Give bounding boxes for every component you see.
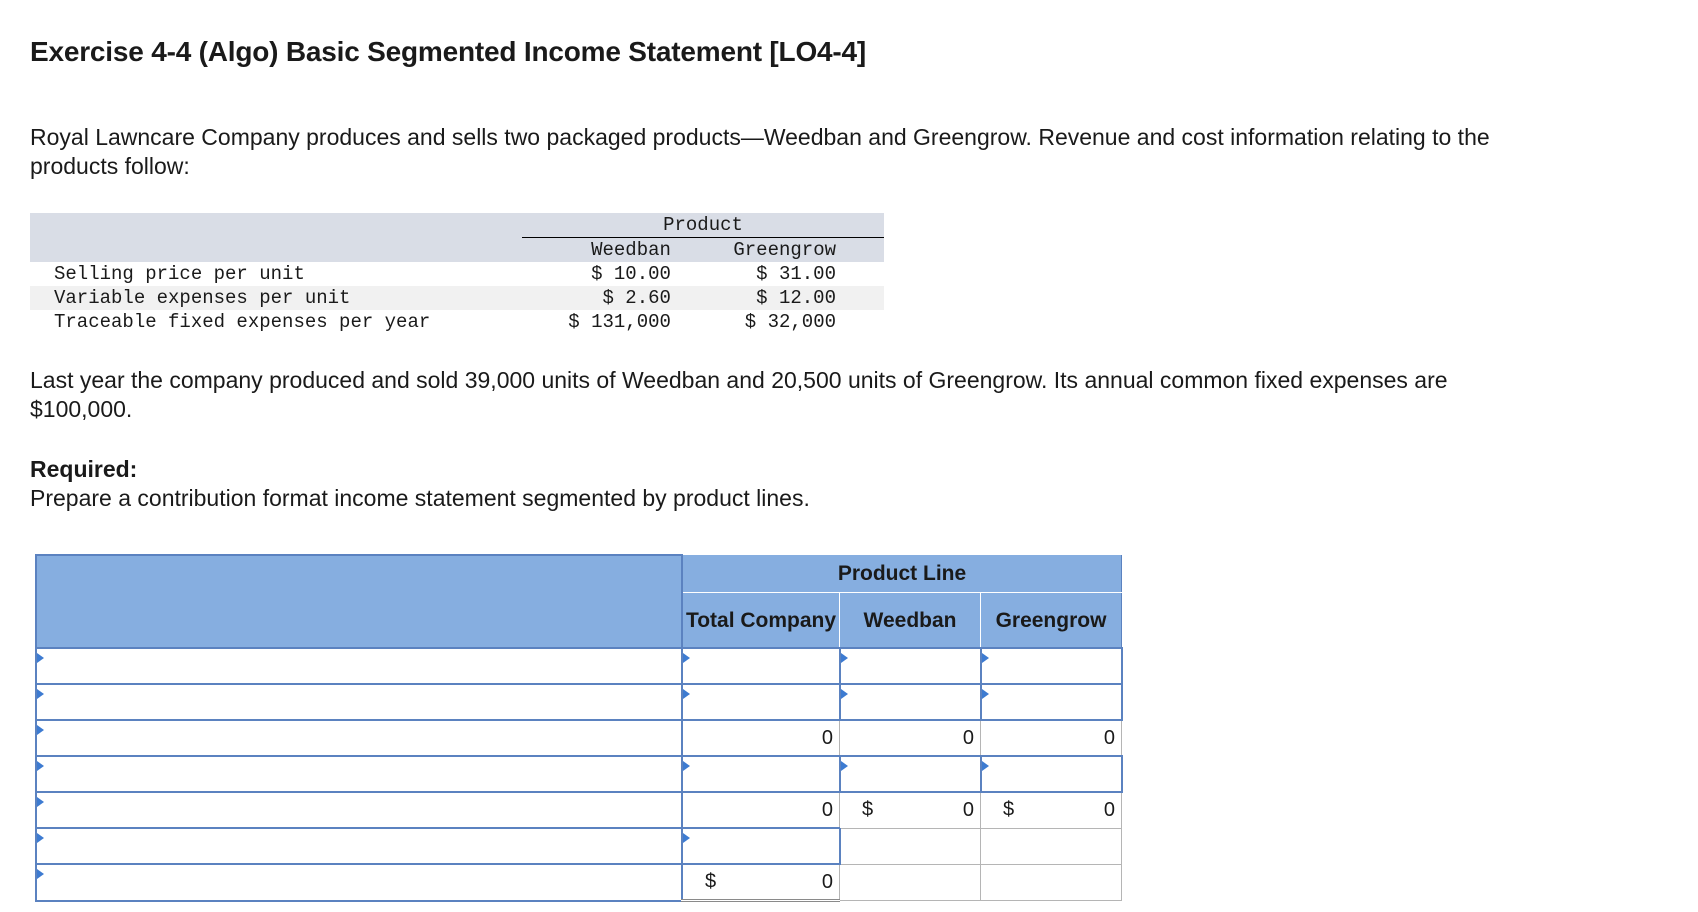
required-text: Prepare a contribution format income statement segmented by product lines.: [30, 485, 810, 511]
row-label-dropdown[interactable]: [36, 756, 682, 792]
given-row: [30, 262, 884, 286]
income-statement-grid: [35, 554, 1123, 902]
input-flag-icon: [683, 653, 690, 663]
given-col-weedban: Weedban: [522, 238, 671, 263]
greengrow-input-field[interactable]: [982, 757, 1121, 791]
total-input[interactable]: [682, 756, 840, 792]
greengrow-empty: [981, 828, 1122, 864]
input-flag-icon: [982, 689, 989, 699]
total-input-field[interactable]: [683, 649, 839, 683]
greengrow-empty: [981, 864, 1122, 901]
dropdown-flag-icon: [37, 725, 44, 735]
statement-row: [36, 828, 1122, 864]
statement-row: [36, 756, 1122, 792]
dropdown-flag-icon: [37, 653, 44, 663]
given-row-weedban: $ 10.00: [591, 263, 671, 285]
given-row: [30, 286, 884, 310]
label-column-header: [36, 555, 682, 648]
total-input-field[interactable]: [683, 829, 839, 863]
total-input[interactable]: [682, 828, 840, 864]
given-row-greengrow: $ 31.00: [756, 263, 836, 285]
total-computed: 0: [682, 792, 840, 828]
total-computed: 0: [682, 720, 840, 756]
input-flag-icon: [982, 761, 989, 771]
row-label-dropdown[interactable]: [36, 648, 682, 684]
greengrow-computed: $ 0: [981, 792, 1122, 828]
weedban-empty: [840, 864, 981, 901]
row-label-dropdown[interactable]: [36, 684, 682, 720]
statement-row: [36, 684, 1122, 720]
statement-row: [36, 792, 1122, 828]
input-flag-icon: [982, 653, 989, 663]
dropdown-flag-icon: [37, 689, 44, 699]
given-col-greengrow: Greengrow: [671, 238, 884, 263]
required-label: Required:: [30, 456, 138, 482]
given-row: [30, 310, 884, 334]
weedban-input-field[interactable]: [841, 685, 980, 719]
given-row-greengrow: $ 12.00: [671, 286, 884, 310]
dollar-sign: $: [862, 798, 874, 821]
weedban-computed: $ 0: [840, 792, 981, 828]
dropdown-flag-icon: [37, 761, 44, 771]
dropdown-flag-icon: [37, 833, 44, 843]
given-subheader-row: [30, 238, 884, 263]
weedban-input[interactable]: [840, 648, 981, 684]
statement-row: [36, 864, 1122, 901]
weedban-input-field[interactable]: [841, 649, 980, 683]
given-row-greengrow: $ 32,000: [744, 311, 836, 333]
dollar-sign: $: [705, 870, 717, 893]
total-input-field[interactable]: [683, 685, 839, 719]
intro-paragraph: Royal Lawncare Company produces and sells two packaged products—Weedban and Greengrow. Revenue and cost information relating to the products follow:: [30, 124, 1490, 179]
weedban-header: Weedban: [840, 593, 981, 649]
given-row-label: Traceable fixed expenses per year: [54, 311, 431, 333]
given-row-weedban: $ 2.60: [522, 286, 671, 310]
greengrow-input[interactable]: [981, 684, 1122, 720]
given-row-label: Variable expenses per unit: [30, 286, 522, 310]
product-group-header: Product: [522, 213, 884, 238]
statement-row: [36, 648, 1122, 684]
weedban-input[interactable]: [840, 756, 981, 792]
row-label-dropdown[interactable]: [36, 792, 682, 828]
given-row-weedban: $ 131,000: [568, 311, 671, 333]
weedban-input-field[interactable]: [841, 757, 980, 791]
greengrow-header: Greengrow: [981, 593, 1122, 649]
input-flag-icon: [683, 689, 690, 699]
total-input[interactable]: [682, 648, 840, 684]
row-label-dropdown[interactable]: [36, 864, 682, 901]
given-row-label: Selling price per unit: [54, 263, 305, 285]
weedban-empty: [840, 828, 981, 864]
greengrow-input[interactable]: [981, 648, 1122, 684]
greengrow-computed: 0: [981, 720, 1122, 756]
units-paragraph: Last year the company produced and sold 39,000 units of Weedban and 20,500 units of Greengrow. Its annual common fixed expenses are $100,000.: [30, 367, 1448, 422]
input-flag-icon: [841, 653, 848, 663]
total-computed: $ 0: [682, 864, 840, 901]
input-flag-icon: [841, 761, 848, 771]
greengrow-input-field[interactable]: [982, 649, 1121, 683]
total-input-field[interactable]: [683, 757, 839, 791]
given-header-row: [30, 213, 884, 238]
input-flag-icon: [683, 833, 690, 843]
total-company-header: Total Company: [682, 593, 840, 649]
greengrow-input[interactable]: [981, 756, 1122, 792]
greengrow-input-field[interactable]: [982, 685, 1121, 719]
weedban-input[interactable]: [840, 684, 981, 720]
input-flag-icon: [683, 761, 690, 771]
given-data-table: [30, 213, 884, 334]
total-input[interactable]: [682, 684, 840, 720]
input-flag-icon: [841, 689, 848, 699]
dropdown-flag-icon: [37, 869, 44, 879]
statement-row: [36, 720, 1122, 756]
row-label-dropdown[interactable]: [36, 828, 682, 864]
dollar-sign: $: [1003, 798, 1015, 821]
exercise-title: Exercise 4-4 (Algo) Basic Segmented Income Statement [LO4-4]: [30, 36, 867, 67]
product-line-header: Product Line: [682, 555, 1122, 593]
dropdown-flag-icon: [37, 797, 44, 807]
row-label-dropdown[interactable]: [36, 720, 682, 756]
weedban-computed: 0: [840, 720, 981, 756]
